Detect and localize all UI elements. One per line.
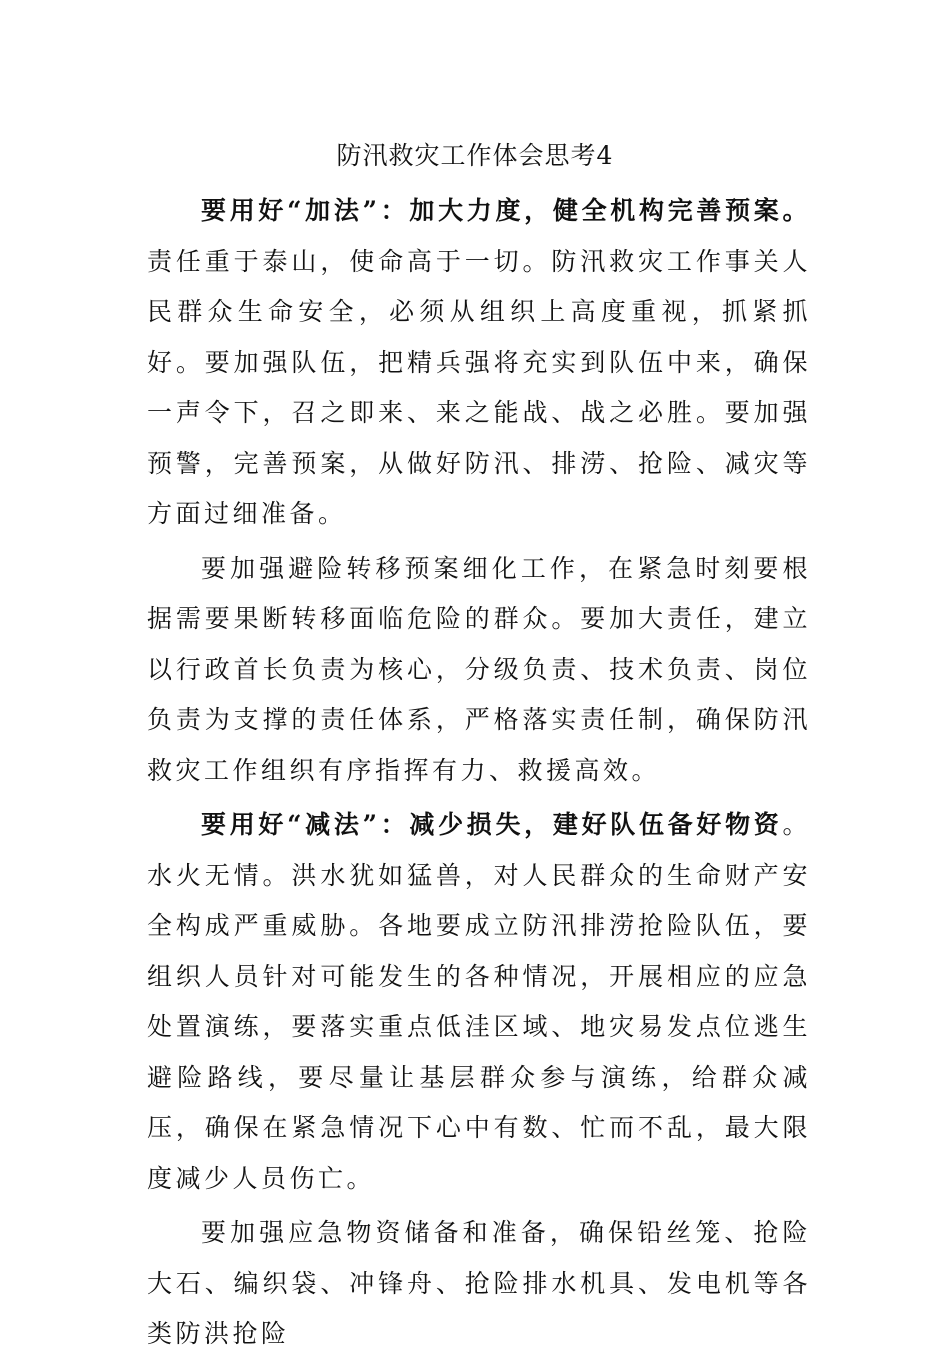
document-body xyxy=(147,186,811,1364)
paragraph-3-heading: 要用好“减法”：减少损失，建好队伍备好物资 xyxy=(201,810,783,839)
paragraph-1-heading: 要用好“加法”：加大力度，健全机构完善预案。 xyxy=(201,196,811,225)
paragraph-4 xyxy=(147,1208,811,1360)
paragraph-3 xyxy=(147,800,811,1204)
paragraph-4-text: 要加强应急物资储备和准备，确保铅丝笼、抢险大石、编织袋、冲锋舟、抢险排水机具、发电机等各类防洪抢险 xyxy=(147,1218,811,1348)
paragraph-3-text: 。水火无情。洪水犹如猛兽，对人民群众的生命财产安全构成严重威胁。各地要成立防汛排涝抢险队伍，要组织人员针对可能发生的各种情况，开展相应的应急处置演练，要落实重点低洼区域、地灾易发点位逃生避险路线，要尽量让基层群众参与演练，给群众减压，确保在紧急情况下心中有数、忙而不乱，最大限度减少人员伤亡。 xyxy=(147,810,811,1193)
paragraph-1 xyxy=(147,186,811,540)
paragraph-1-text: 责任重于泰山，使命高于一切。防汛救灾工作事关人民群众生命安全，必须从组织上高度重视，抓紧抓好。要加强队伍，把精兵强将充实到队伍中来，确保一声令下，召之即来、来之能战、战之必胜。要加强预警，完善预案，从做好防汛、排涝、抢险、减灾等方面过细准备。 xyxy=(147,246,811,528)
paragraph-2-text: 要加强避险转移预案细化工作，在紧急时刻要根据需要果断转移面临危险的群众。要加大责任，建立以行政首长负责为核心，分级负责、技术负责、岗位负责为支撑的责任体系，严格落实责任制，确保防汛救灾工作组织有序指挥有力、救援高效。 xyxy=(147,553,811,785)
document-title: 防汛救灾工作体会思考4 xyxy=(336,141,614,170)
paragraph-2 xyxy=(147,544,811,797)
